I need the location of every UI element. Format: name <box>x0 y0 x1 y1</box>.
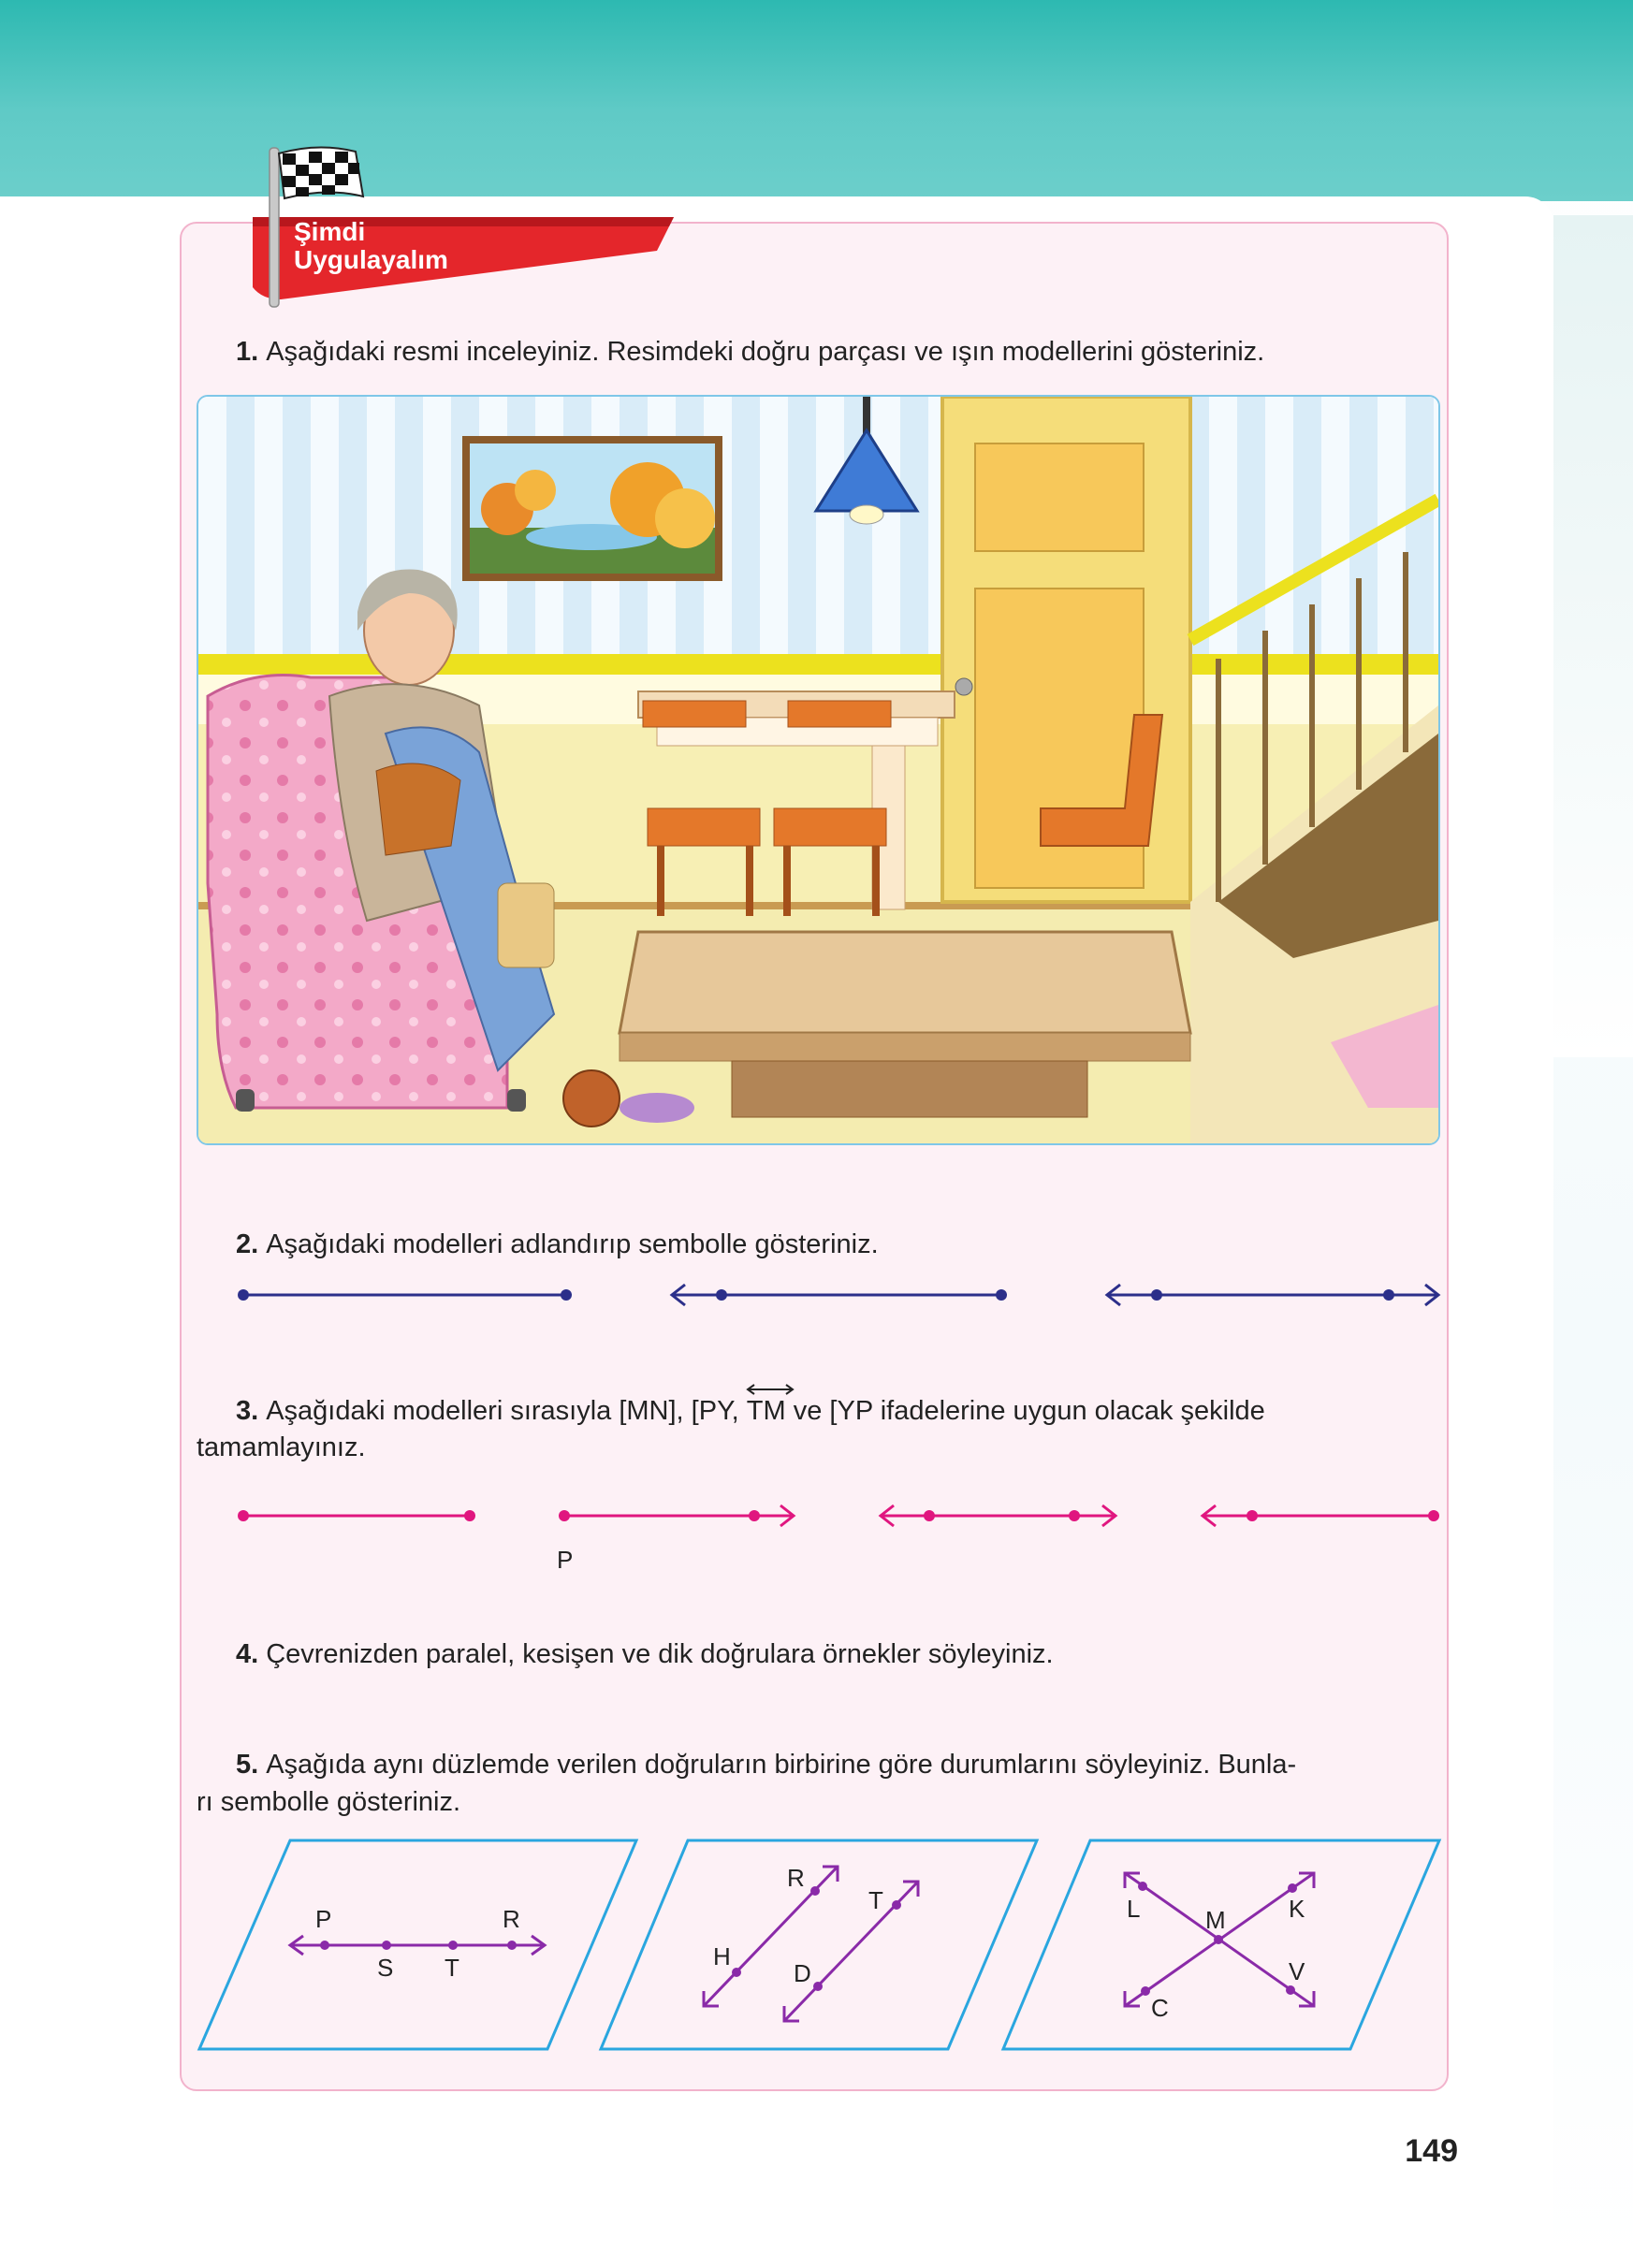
q2-models <box>0 1272 1633 1329</box>
question-2 <box>236 1226 879 1263</box>
label-k: K <box>1289 1895 1305 1923</box>
question-3-text-part-2: ve [YP ifadelerine uygun olacak şekilde <box>785 1396 1265 1426</box>
question-5-line-2: rı sembolle gösteriniz. <box>197 1787 461 1817</box>
label-s: S <box>377 1954 394 1982</box>
point <box>561 1289 572 1301</box>
q3-models <box>0 1495 1633 1589</box>
question-1-text: Aşağıdaki resmi inceleyiniz. Resimdeki doğru parçası ve ışın modellerini gösteriniz. <box>266 337 1265 367</box>
label-r: R <box>787 1864 805 1892</box>
page-number: 149 <box>1405 2133 1458 2169</box>
label-t: T <box>445 1954 459 1982</box>
label-t: T <box>868 1886 883 1914</box>
plane-3 <box>1003 1840 1439 2049</box>
label-v: V <box>1289 1957 1305 1985</box>
question-1-number: 1. <box>236 337 259 367</box>
question-3-number: 3. <box>236 1396 259 1426</box>
label-h: H <box>713 1942 731 1970</box>
question-4-text: Çevrenizden paralel, kesişen ve dik doğrulara örnekler söyleyiniz. <box>266 1639 1054 1669</box>
question-2-text: Aşağıdaki modelleri adlandırıp sembolle gösteriniz. <box>266 1229 879 1259</box>
question-4 <box>236 1636 1054 1673</box>
question-3-line-2: tamamlayınız. <box>197 1432 366 1462</box>
point <box>996 1289 1007 1301</box>
question-2-number: 2. <box>236 1229 259 1259</box>
question-4-number: 4. <box>236 1639 259 1669</box>
label-m: M <box>1205 1906 1226 1934</box>
question-1 <box>236 333 1264 371</box>
point <box>1151 1289 1162 1301</box>
living-room-illustration <box>197 395 1440 1145</box>
label-d: D <box>794 1959 811 1987</box>
question-5-number: 5. <box>236 1750 259 1780</box>
q5-figures <box>0 1834 1633 2058</box>
room-scene <box>198 397 1438 1143</box>
question-3 <box>236 1392 1265 1430</box>
plane-2 <box>601 1840 1037 2049</box>
overline-text: TM <box>746 1396 786 1426</box>
question-5 <box>236 1746 1296 1783</box>
flag-pole <box>270 148 279 307</box>
point <box>238 1289 249 1301</box>
banner-line-1: Şimdi <box>294 217 366 246</box>
double-arrow-icon <box>745 1383 795 1396</box>
section-banner <box>253 140 683 309</box>
top-band <box>0 0 1633 201</box>
point <box>716 1289 727 1301</box>
label-p: P <box>315 1905 332 1933</box>
sheet-edge <box>1553 215 1633 1057</box>
question-5-text-line-1: Aşağıda aynı düzlemde verilen doğruların birbirine göre durumlarını söyleyiniz. Bunla- <box>266 1750 1297 1780</box>
banner-line-2: Uygulayalım <box>294 245 448 274</box>
label-l: L <box>1127 1895 1141 1923</box>
checkered-flag-icon <box>279 147 363 198</box>
overline-line-symbol <box>747 1392 786 1430</box>
label-r: R <box>503 1905 520 1933</box>
label-c: C <box>1151 1994 1169 2022</box>
point <box>1383 1289 1394 1301</box>
question-3-text-part-1: Aşağıdaki modelleri sırasıyla [MN], [PY, <box>266 1396 747 1426</box>
landscape-painting <box>462 436 722 581</box>
point-label-p: P <box>557 1546 574 1574</box>
